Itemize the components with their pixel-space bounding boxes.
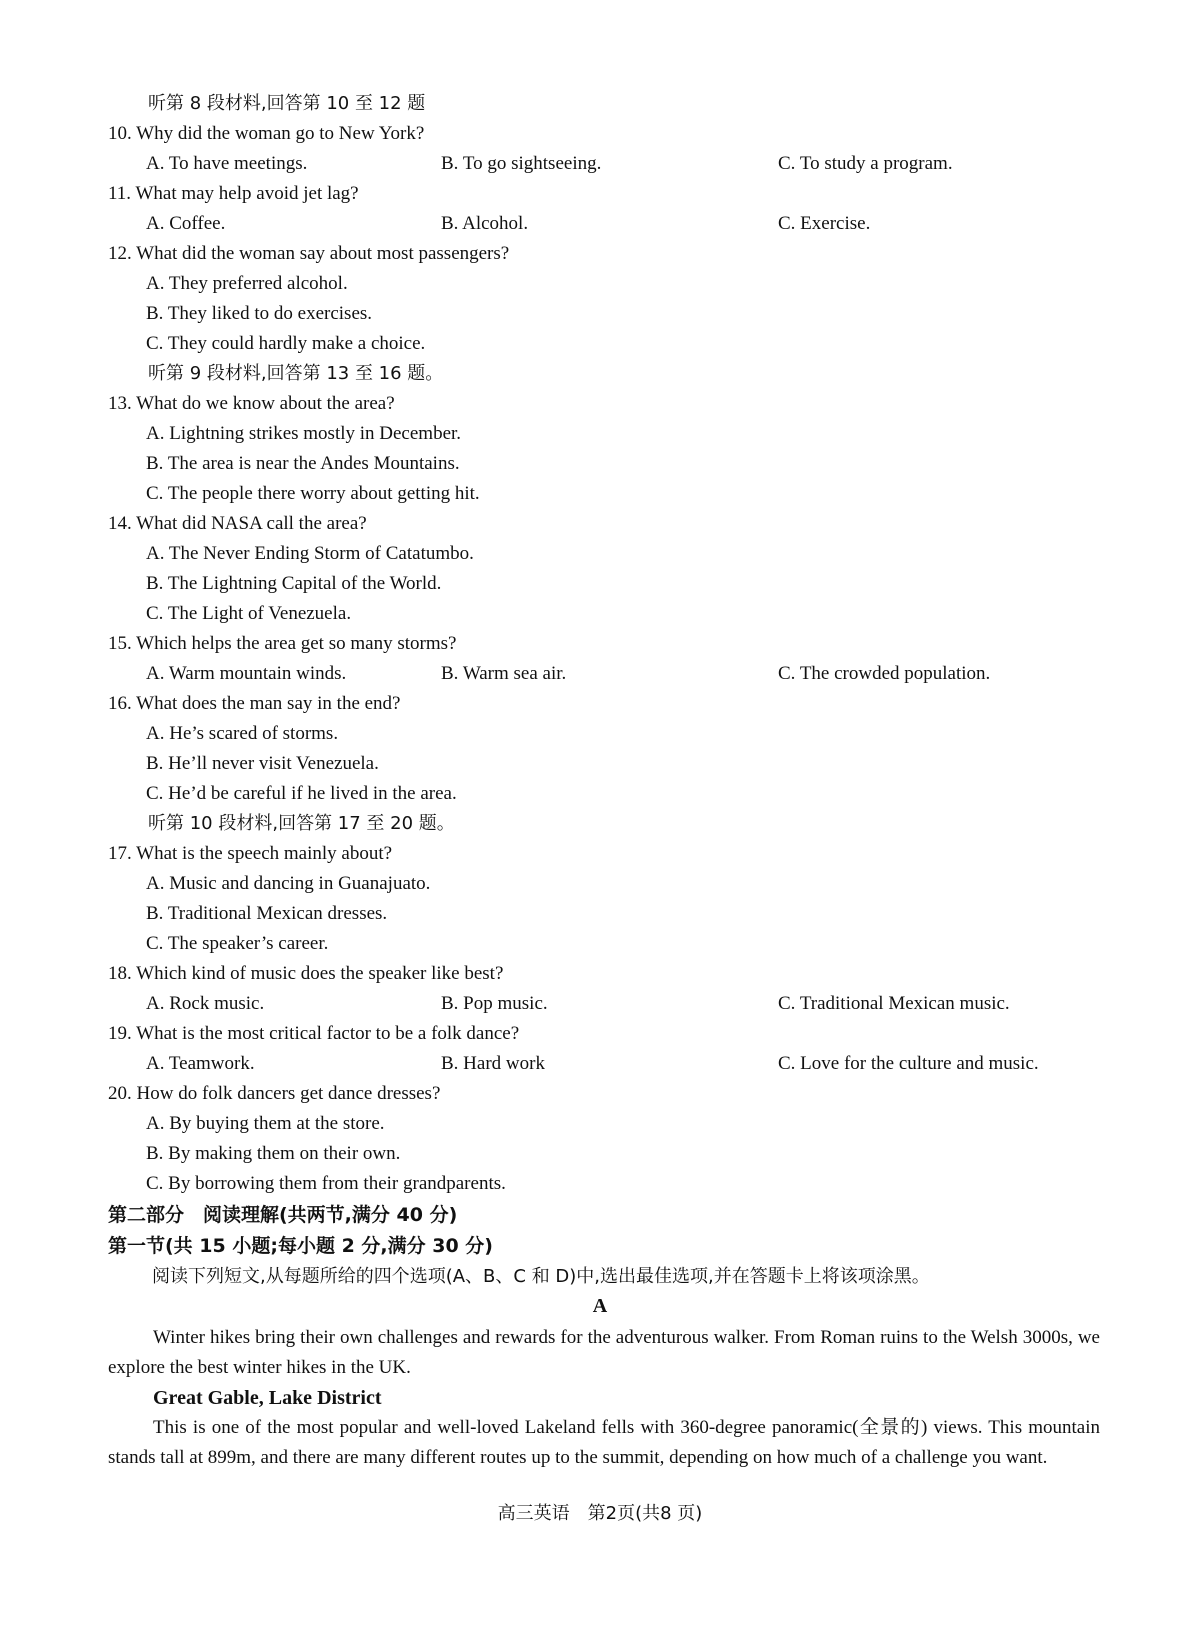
question-16-stem: 16. What does the man say in the end?: [108, 693, 401, 714]
q12-option-a: A. They preferred alcohol.: [146, 273, 348, 294]
question-20-stem: 20. How do folk dancers get dance dresses?: [108, 1083, 441, 1104]
question-10-stem: 10. Why did the woman go to New York?: [108, 123, 425, 144]
section8-intro: 听第 8 段材料,回答第 10 至 12 题: [148, 93, 426, 114]
passage-letter: A: [592, 1295, 608, 1317]
page-footer: 高三英语 第2页(共8 页): [497, 1503, 703, 1524]
q20-option-a: A. By buying them at the store.: [146, 1113, 385, 1134]
q19-option-b: B. Hard work: [441, 1053, 545, 1074]
section10-intro: 听第 10 段材料,回答第 17 至 20 题。: [148, 813, 455, 834]
part2-title: 第二部分 阅读理解(共两节,满分 40 分): [108, 1204, 458, 1226]
q15-option-b: B. Warm sea air.: [441, 663, 567, 684]
q13-option-b: B. The area is near the Andes Mountains.: [146, 453, 460, 474]
q15-option-c: C. The crowded population.: [778, 663, 991, 684]
q16-option-b: B. He’ll never visit Venezuela.: [146, 753, 379, 774]
q10-option-c: C. To study a program.: [778, 153, 953, 174]
q14-option-c: C. The Light of Venezuela.: [146, 603, 352, 624]
question-17-stem: 17. What is the speech mainly about?: [108, 843, 393, 864]
q16-option-a: A. He’s scared of storms.: [146, 723, 339, 744]
q14-option-b: B. The Lightning Capital of the World.: [146, 573, 442, 594]
passage-paragraph-2: This is one of the most popular and well-loved Lakeland fells with 360-degree panoramic(全景的) views. This mountain stands tall at 899m, and there are many different routes up to the summit, depending on how much of a challenge you want.: [108, 1417, 1100, 1468]
q19-option-c: C. Love for the culture and music.: [778, 1053, 1039, 1074]
q11-option-c: C. Exercise.: [778, 213, 871, 234]
q13-option-c: C. The people there worry about getting hit.: [146, 483, 480, 504]
q20-option-b: B. By making them on their own.: [146, 1143, 401, 1164]
part2-section1-title: 第一节(共 15 小题;每小题 2 分,满分 30 分): [108, 1235, 493, 1257]
q14-option-a: A. The Never Ending Storm of Catatumbo.: [146, 543, 474, 564]
q18-option-c: C. Traditional Mexican music.: [778, 993, 1010, 1014]
q12-option-b: B. They liked to do exercises.: [146, 303, 373, 324]
passage-paragraph-1: Winter hikes bring their own challenges and rewards for the adventurous walker. From Roman ruins to the Welsh 3000s, we explore the best winter hikes in the UK.: [108, 1327, 1100, 1378]
q11-option-b: B. Alcohol.: [441, 213, 529, 234]
q20-option-c: C. By borrowing them from their grandparents.: [146, 1173, 506, 1194]
q17-option-c: C. The speaker’s career.: [146, 933, 329, 954]
q16-option-c: C. He’d be careful if he lived in the area.: [146, 783, 457, 804]
section9-intro: 听第 9 段材料,回答第 13 至 16 题。: [148, 363, 444, 384]
part2-instructions: 阅读下列短文,从每题所给的四个选项(A、B、C 和 D)中,选出最佳选项,并在答题卡上将该项涂黑。: [152, 1266, 930, 1287]
q19-option-a: A. Teamwork.: [146, 1053, 255, 1074]
question-15-stem: 15. Which helps the area get so many storms?: [108, 633, 457, 654]
q12-option-c: C. They could hardly make a choice.: [146, 333, 426, 354]
q18-option-b: B. Pop music.: [441, 993, 548, 1014]
question-12-stem: 12. What did the woman say about most passengers?: [108, 243, 510, 264]
q11-option-a: A. Coffee.: [146, 213, 226, 234]
question-13-stem: 13. What do we know about the area?: [108, 393, 395, 414]
question-14-stem: 14. What did NASA call the area?: [108, 513, 367, 534]
question-19-stem: 19. What is the most critical factor to be a folk dance?: [108, 1023, 520, 1044]
question-11-stem: 11. What may help avoid jet lag?: [108, 183, 359, 204]
q10-option-b: B. To go sightseeing.: [441, 153, 602, 174]
q13-option-a: A. Lightning strikes mostly in December.: [146, 423, 462, 444]
q18-option-a: A. Rock music.: [146, 993, 265, 1014]
q15-option-a: A. Warm mountain winds.: [146, 663, 347, 684]
q17-option-a: A. Music and dancing in Guanajuato.: [146, 873, 431, 894]
q10-option-a: A. To have meetings.: [146, 153, 308, 174]
question-18-stem: 18. Which kind of music does the speaker like best?: [108, 963, 504, 984]
passage-subheading: Great Gable, Lake District: [153, 1387, 382, 1409]
q17-option-b: B. Traditional Mexican dresses.: [146, 903, 388, 924]
